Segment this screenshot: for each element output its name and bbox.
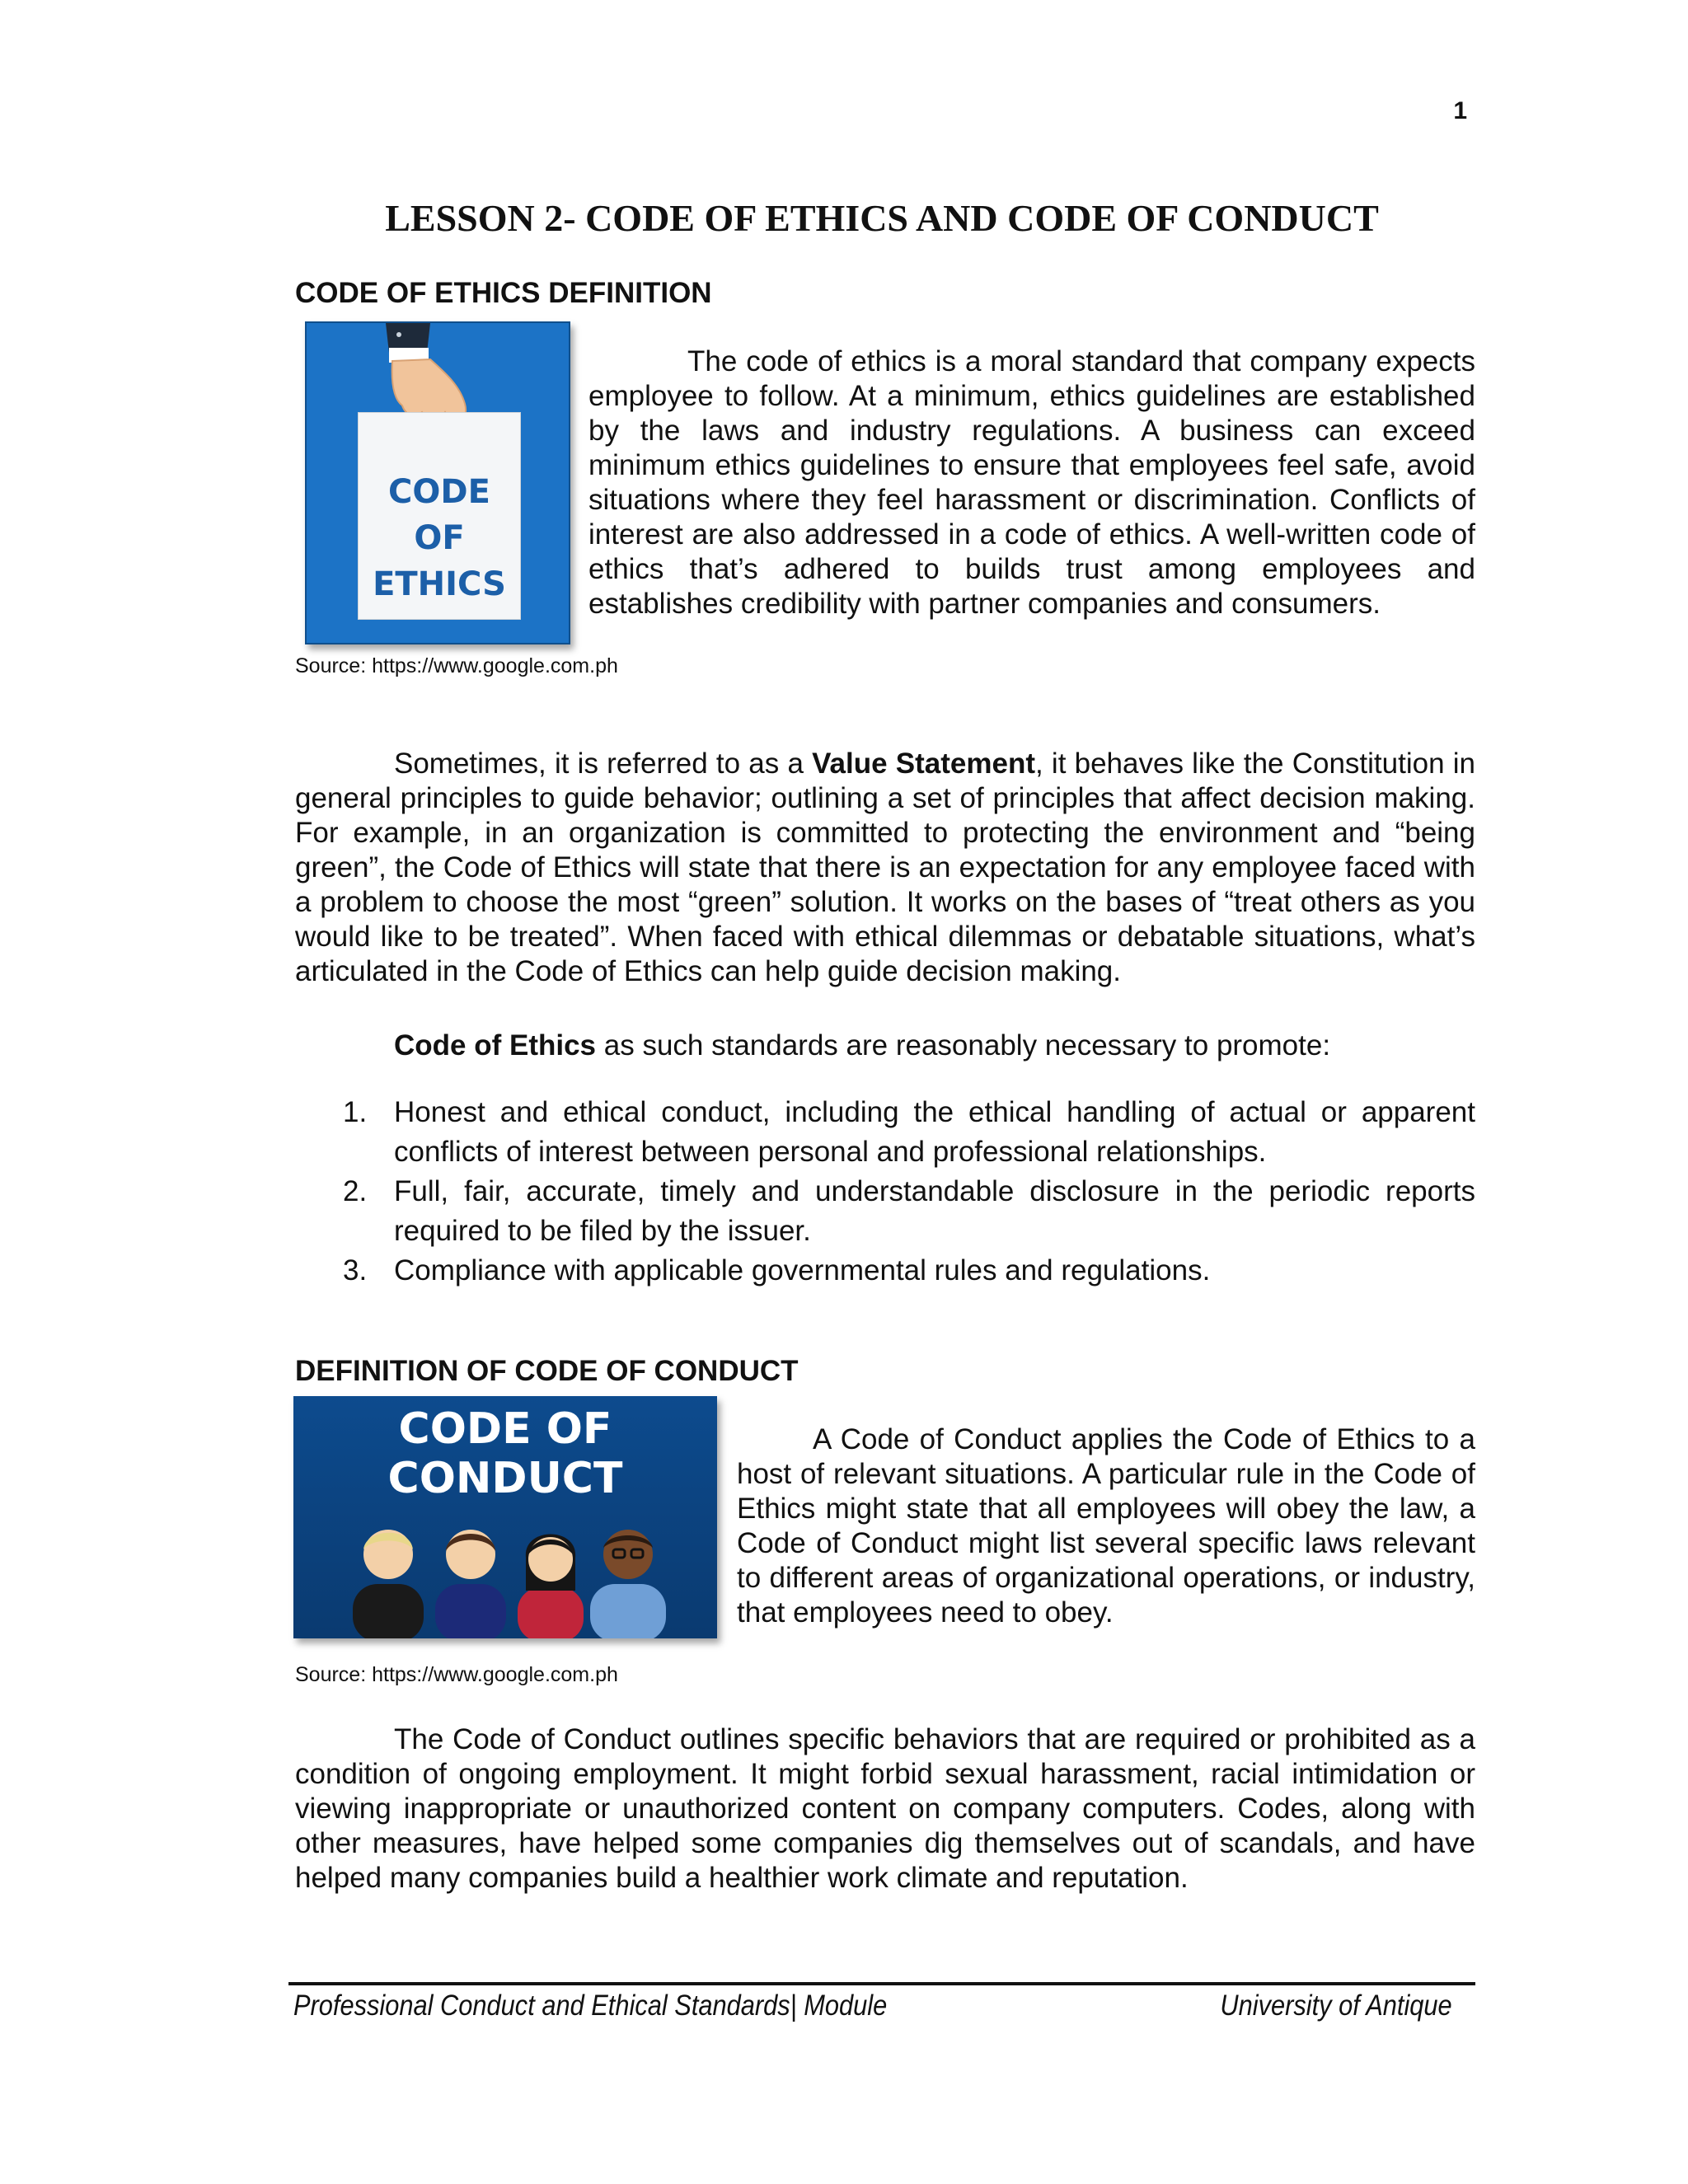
- value-text-before: Sometimes, it is referred to as a: [394, 748, 813, 780]
- conduct-outline-paragraph: The Code of Conduct outlines specific behaviors that are required or prohibited as a condition of ongoing employment. It might forbid sexual harassment, racial intimidation or viewing inappropriate or unauthorized content on company computers. Codes, along with other measures, have helped some companies dig themselves out of scandals, and have helped many companies build a healthier work climate and reputation.: [295, 1723, 1475, 1894]
- list-text: Full, fair, accurate, timely and understandable disclosure in the periodic reports required to be filed by the issuer.: [394, 1175, 1475, 1247]
- value-statement-term: Value Statement: [812, 748, 1035, 780]
- conduct-image-source: Source: https://www.google.com.ph: [295, 1663, 618, 1686]
- list-number: 3.: [343, 1254, 368, 1286]
- code-of-conduct-paragraph: A Code of Conduct applies the Code of Ethics to a host of relevant situations. A particular rule in the Code of Ethics might state that all employees will obey the law, a Code of Conduct might list several specific laws relevant to different areas of organizational operations, or industry, that employees need to obey.: [737, 1423, 1475, 1629]
- value-statement-paragraph: [295, 747, 1475, 989]
- code-of-ethics-term: Code of Ethics: [394, 1029, 597, 1062]
- ethics-card-label: CODE OF ETHICS: [373, 473, 506, 603]
- code-of-ethics-image: [305, 321, 570, 644]
- promote-list: [295, 1093, 1475, 1291]
- list-number: 1.: [343, 1096, 368, 1128]
- list-text: Honest and ethical conduct, including the ethical handling of actual or apparent conflicts of interest between personal and professional relationships.: [394, 1096, 1475, 1168]
- list-item: [295, 1093, 1475, 1172]
- list-text: Compliance with applicable governmental rules and regulations.: [394, 1254, 1211, 1286]
- ethics-image-source: Source: https://www.google.com.ph: [295, 654, 618, 677]
- code-of-ethics-heading: CODE OF ETHICS DEFINITION: [295, 277, 712, 309]
- page-number: 1: [1453, 97, 1467, 124]
- ethics-card: [358, 412, 521, 620]
- code-of-conduct-heading: DEFINITION OF CODE OF CONDUCT: [295, 1355, 799, 1387]
- code-of-conduct-image: [293, 1396, 717, 1638]
- lesson-title: LESSON 2- CODE OF ETHICS AND CODE OF CONDUCT: [385, 197, 1379, 239]
- people-illustration: [293, 1396, 717, 1638]
- promote-intro: [295, 1029, 1475, 1063]
- footer-university: University of Antique: [1220, 1990, 1452, 2022]
- footer-divider: [288, 1982, 1475, 1985]
- list-item: [295, 1251, 1475, 1291]
- list-number: 2.: [343, 1175, 368, 1207]
- promote-text: as such standards are reasonably necessary to promote:: [596, 1029, 1331, 1062]
- value-text-after: , it behaves like the Constitution in general principles to guide behavior; outlining a set of principles that affect decision making. For example, in an organization is committed to protecting the environment and “being green”, the Code of Ethics will state that there is an expectation for any employee faced with a problem to choose the most “green” solution. It works on the bases of “treat others as you would like to be treated”. When faced with ethical dilemmas or debatable situations, what’s articulated in the Code of Ethics can help guide decision making.: [295, 748, 1475, 987]
- list-item: [295, 1172, 1475, 1251]
- code-of-ethics-paragraph: The code of ethics is a moral standard that company expects employee to follow. At a minimum, ethics guidelines are established by the laws and industry regulations. A business can exceed minimum ethics guidelines to ensure that employees feel safe, avoid situations where they feel harassment or discrimination. Conflicts of interest are also addressed in a code of ethics. A well-written code of ethics that’s adhered to builds trust among employees and establishes credibility with partner companies and consumers.: [588, 345, 1475, 620]
- conduct-image-label: CODE OF CONDUCT: [387, 1404, 623, 1503]
- footer-course-title: Professional Conduct and Ethical Standards| Module: [293, 1990, 888, 2022]
